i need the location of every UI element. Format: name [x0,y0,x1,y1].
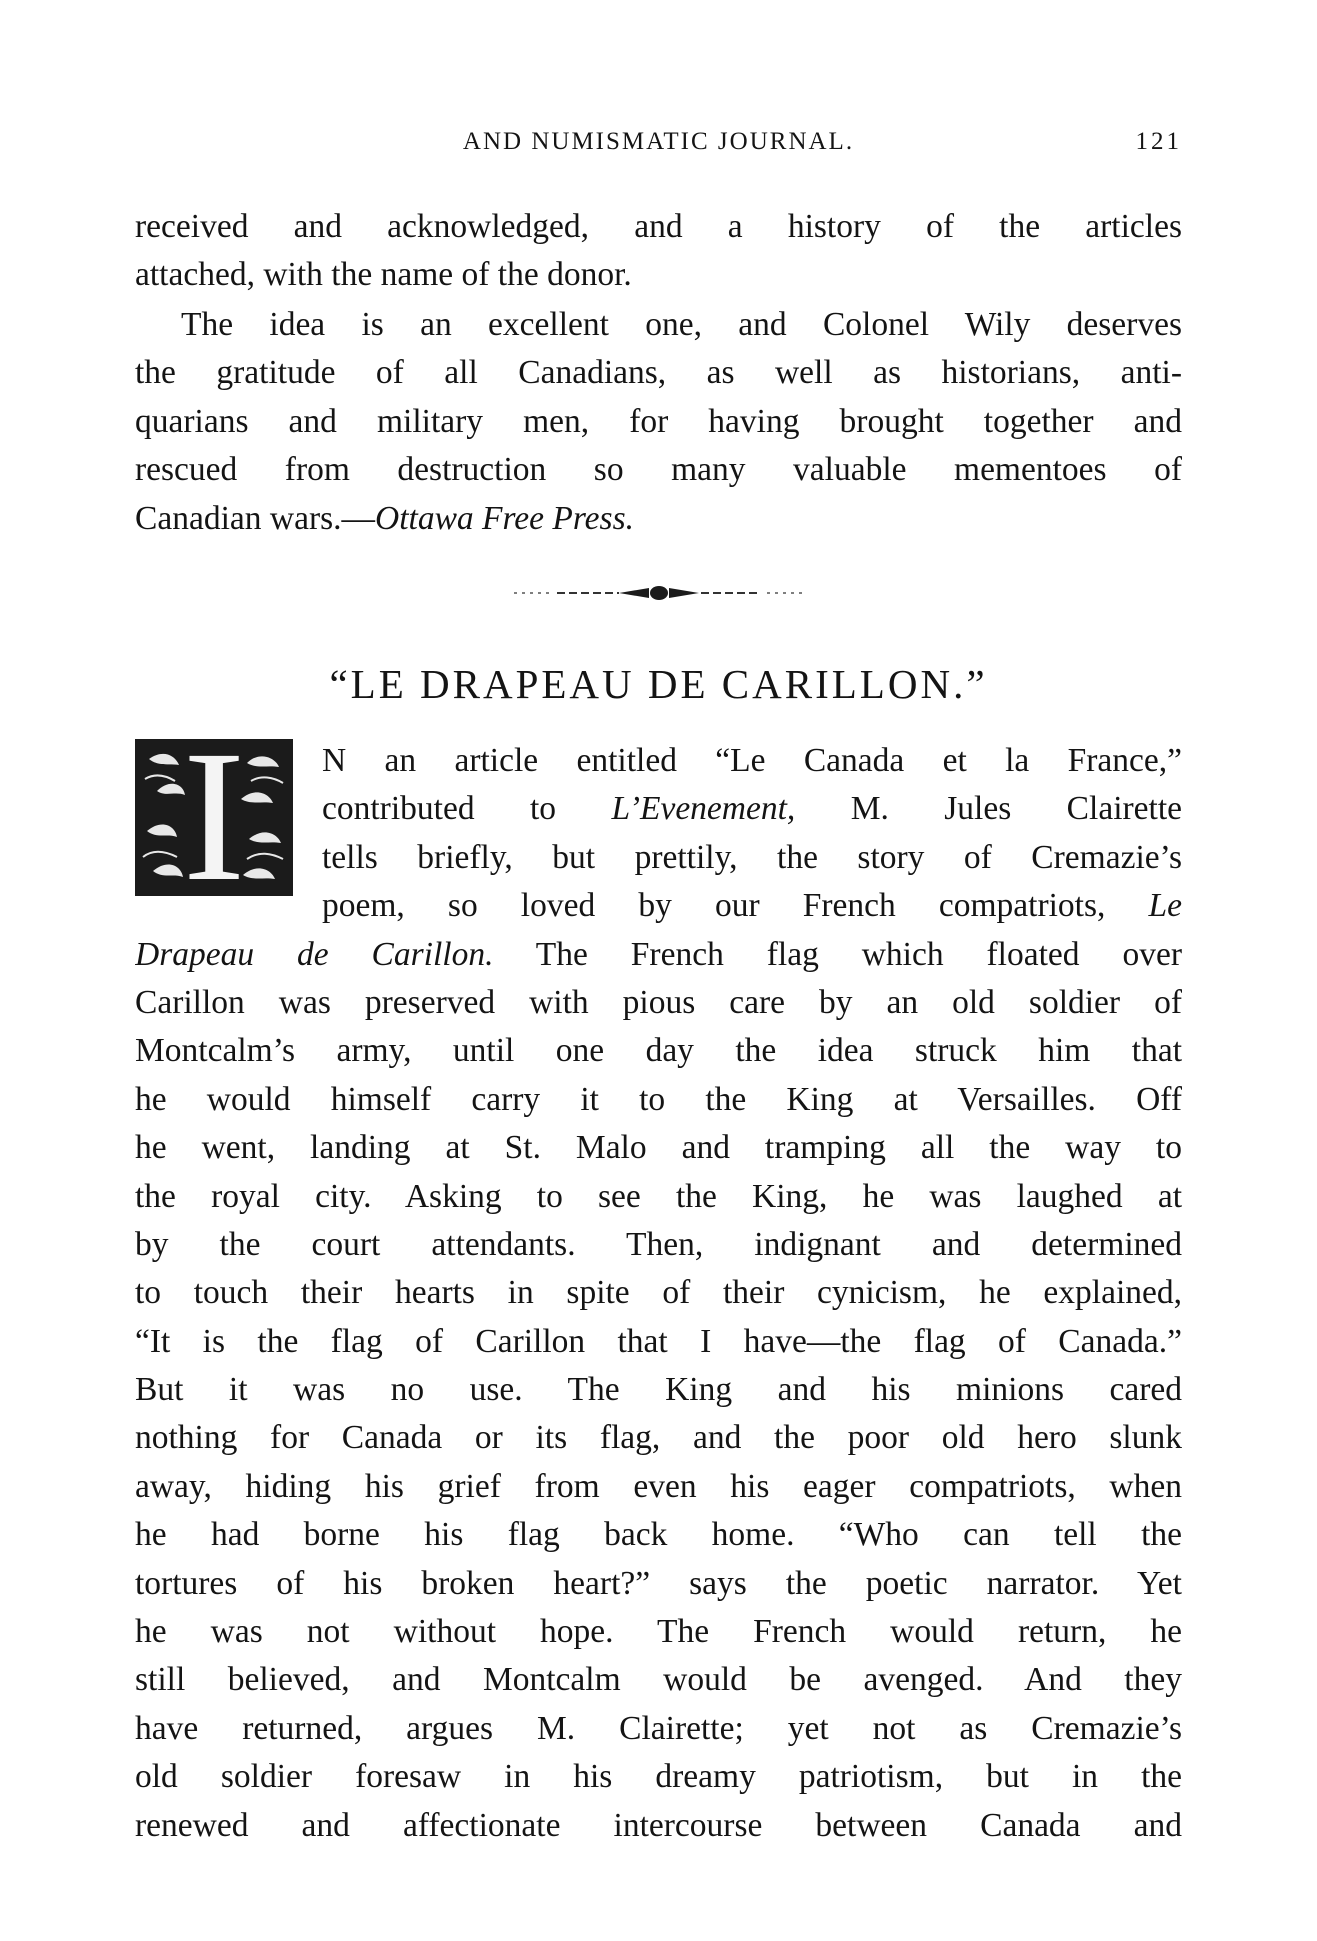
text-line: by the court attendants. Then, indignant and determined [135,1225,1182,1263]
text-line: have returned, argues M. Clairette; yet not as Cremazie’s [135,1709,1182,1747]
text-line: still believed, and Montcalm would be avenged. And they [135,1661,1182,1699]
text-run: M. Jules Clairette [795,790,1182,828]
text-line [135,495,1182,543]
text-line: renewed and affectionate intercourse between Canada and [135,1806,1182,1844]
page-number: 121 [1135,128,1182,155]
text-line: the royal city. Asking to see the King, he was laughed at [135,1177,1182,1215]
article-body [135,737,1182,1850]
text-line: the gratitude of all Canadians, as well as historians, anti- [135,354,1182,392]
publication-title: L’Evenement, [611,790,796,828]
text-line: to touch their hearts in spite of their cynicism, he explained, [135,1274,1182,1312]
text-line [322,785,1182,833]
article-heading: “LE DRAPEAU DE CARILLON.” [329,661,988,707]
text-line: he was not without hope. The French would return, he [135,1613,1182,1651]
text-line: he went, landing at St. Malo and tramping all the way to [135,1129,1182,1167]
text-line: away, hiding his grief from even his eager compatriots, when [135,1467,1182,1505]
text-line [322,882,1182,930]
text-line: nothing for Canada or its flag, and the poor old hero slunk [135,1419,1182,1457]
running-head-title: AND NUMISMATIC JOURNAL. [462,128,855,155]
text-line: Carillon was preserved with pious care by an old soldier of [135,983,1182,1021]
paragraph-continued [135,203,1182,300]
text-line: attached, with the name of the donor. [135,256,632,294]
text-line: N an article entitled “Le Canada et la France,” [322,742,1182,779]
text-run: poem, so loved by our French compatriots, [322,887,1149,925]
source-citation: Ottawa Free Press. [375,499,634,537]
text-line: he had borne his flag back home. “Who can tell the [135,1516,1182,1554]
dropcap-letter: I [182,739,246,896]
text-line: old soldier foresaw in his dreamy patriotism, but in the [135,1758,1182,1796]
poem-title-part: Drapeau de Carillon. [135,935,494,973]
text-line: “It is the flag of Carillon that I have—the flag of Canada.” [135,1322,1182,1360]
poem-title-part: Le [1148,887,1182,925]
text-line [135,931,1182,979]
text-line: But it was no use. The King and his minions cared [135,1371,1182,1409]
text-line: tells briefly, but prettily, the story of Cremazie’s [322,838,1182,876]
text-line: rescued from destruction so many valuable mementoes of [135,451,1182,489]
divider-ornament-icon [509,583,809,603]
text-line: Montcalm’s army, until one day the idea struck him that [135,1032,1182,1070]
text-line: he would himself carry it to the King at Versailles. Off [135,1080,1182,1118]
text-run: Canadian wars.— [135,499,376,537]
text-line: received and acknowledged, and a history of the articles [135,208,1182,245]
section-divider-ornament [0,575,1317,611]
paragraph-colonel-wily [135,301,1182,543]
text-line: quarians and military men, for having brought together and [135,402,1182,440]
text-line: The idea is an excellent one, and Colonel Wily deserves [181,306,1182,343]
text-line: tortures of his broken heart?” says the poetic narrator. Yet [135,1564,1182,1602]
text-run: The French flag which floated over [493,935,1182,973]
text-run: contributed to [322,790,612,828]
running-head [135,128,1182,168]
